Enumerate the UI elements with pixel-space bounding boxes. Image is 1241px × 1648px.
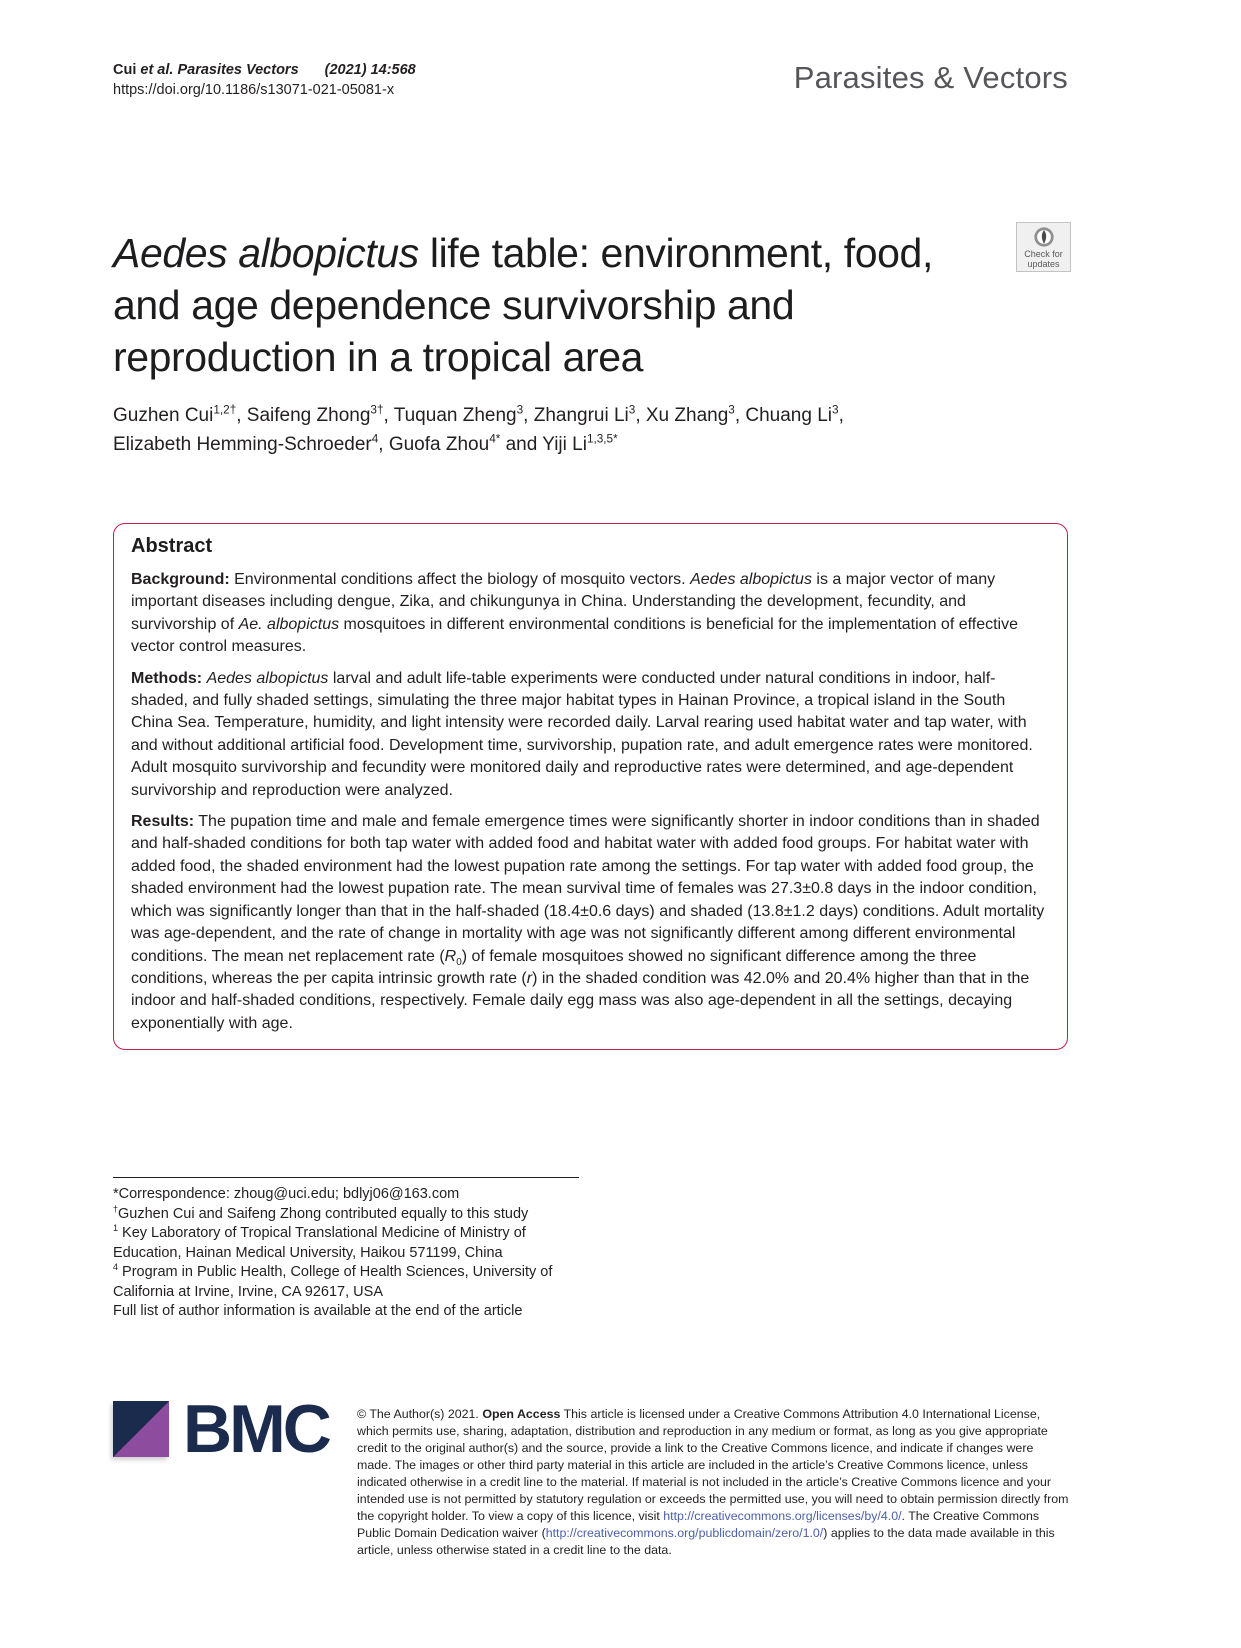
crossmark-compass-icon (1033, 226, 1055, 248)
author-info-note: Full list of author information is available at the end of the article (113, 1303, 523, 1319)
correspondence-line: *Correspondence: zhoug@uci.edu; bdlyj06@163.com (113, 1186, 460, 1202)
badge-label-line2: updates (1027, 259, 1060, 269)
header-citation-block (113, 60, 416, 100)
abstract-background (131, 569, 1050, 659)
methods-label: Methods: (131, 669, 203, 687)
abstract-results (131, 811, 1050, 1035)
background-label: Background: (131, 571, 230, 588)
abstract-methods (131, 668, 1050, 802)
research-banner (113, 173, 1068, 208)
affiliation-4: $^4$ Program in Public Health, College of Health Sciences, University of California at Irvine, Irvine, CA 92617, USA (113, 1262, 553, 1300)
results-text: The pupation time and male and female emergence times were significantly shorter in indoor conditions than in shaded and half-shaded conditions for both tap water with added food and habitat water with added food groups. For habitat water with added food, the shaded environment had the lowest pupation rate among the settings. For tap water with added food group, the shaded environment had the lowest pupation rate. The mean survival time of females was 27.3±0.8 days in the indoor condition, which was significantly longer than that in the half-shaded (18.4±0.6 days) and shaded (13.8±1.2 days) conditions. Adult mortality was age-dependent, and the rate of change in mortality with age was not significantly different among different environmental conditions. The mean net replacement rate $(R_0)$ of female mosquitoes showed no significant difference among the three conditions, whereas the per capita intrinsic growth rate (r) in the shaded condition was 42.0% and 20.4% higher than that in the indoor and half-shaded conditions, respectively. Female daily egg mass was also age-dependent in all the settings, decaying exponentially with age. (131, 813, 1045, 1032)
affiliation-1: $^1$ Key Laboratory of Tropical Translational Medicine of Ministry of Education, Hainan Medical University, Haikou 571199, China (113, 1223, 526, 1261)
citation-line: Cui et al. Parasites Vectors (2021) 14:568 (113, 62, 416, 78)
doi-link[interactable]: https://doi.org/10.1186/s13071-021-05081-x (113, 82, 395, 98)
license-url-link[interactable]: http://creativecommons.org/publicdomain/zero/1.0/ (545, 1526, 824, 1540)
footnote-block (113, 1177, 579, 1322)
bmc-logo-square-icon (113, 1401, 169, 1457)
journal-name: Parasites & Vectors (793, 60, 1068, 95)
abstract-heading: Abstract (131, 535, 213, 557)
methods-text: Aedes albopictus larval and adult life-table experiments were conducted under natural conditions in indoor, half-shaded, and fully shaded settings, simulating the three major habitat types in Hainan Province, a tropical island in the South China Sea. Temperature, humidity, and light intensity were recorded daily. Larval rearing used habitat water and tap water, with and without additional artificial food. Development time, survivorship, pupation rate, and adult emergence rates were monitored. Adult mosquito survivorship and fecundity were monitored daily and reproductive rates were determined, and age-dependent survivorship and reproduction were analyzed. (131, 669, 1033, 799)
bmc-logo (113, 1391, 329, 1467)
license-url-link[interactable]: http://creativecommons.org/licenses/by/4.0/ (663, 1509, 902, 1523)
license-paragraph: © The Author(s) 2021. Open Access This article is licensed under a Creative Commons Attribution 4.0 International License, which permits use, sharing, adaptation, distribution and reproduction in any medium or format, as long as you give appropriate credit to the original author(s) and the source, provide a link to the Creative Commons licence, and indicate if changes were made. The images or other third party material in this article are included in the article’s Creative Commons licence, unless indicated otherwise in a credit line to the material. If material is not included in the article’s Creative Commons licence and your intended use is not permitted by statutory regulation or exceeds the permitted use, you will need to obtain permission directly from the copyright holder. To view a copy of this licence, visit http://creativecommons.org/licenses/by/4.0/. The Creative Commons Public Domain Dedication waiver (http://creativecommons.org/publicdomain/zero/1.0/) applies to the data made available in this article, unless otherwise stated in a credit line to the data. (357, 1407, 1069, 1557)
equal-contribution-note: †Guzhen Cui and Saifeng Zhong contributed equally to this study (113, 1203, 529, 1222)
bmc-logo-text: BMC (183, 1391, 329, 1467)
check-updates-badge[interactable] (1016, 222, 1071, 272)
article-title: Aedes albopictus life table: environment, food, and age dependence survivorship and reproduction in a tropical area (113, 230, 933, 380)
badge-label-line1: Check for (1024, 249, 1063, 259)
author-line-1: Guzhen Cui$^{1,2\dagger}$, Saifeng Zhong$^{3\dagger}$, Tuquan Zheng$^3$, Zhangrui Li$^3$, Xu Zhang$^3$, Chuang Li$^3$, (113, 403, 844, 426)
author-list (113, 401, 1013, 459)
results-label: Results: (131, 813, 195, 831)
author-line-2: Elizabeth Hemming-Schroeder$^4$, Guofa Zhou$^{4*}$ and Yiji $Li^{1,3,5*}$ (113, 432, 618, 455)
abstract-box (113, 523, 1068, 1050)
banner-research-label: RESEARCH (128, 179, 243, 201)
background-text: Environmental conditions affect the biology of mosquito vectors. Aedes albopictus is a major vector of many important diseases including dengue, Zika, and chikungunya in China. Understanding the development, fecundity, and survivorship of Ae. albopictus mosquitoes in different environmental conditions is beneficial for the implementation of effective vector control measures. (131, 571, 1019, 656)
banner-open-access-label: Open Access (927, 179, 1053, 201)
